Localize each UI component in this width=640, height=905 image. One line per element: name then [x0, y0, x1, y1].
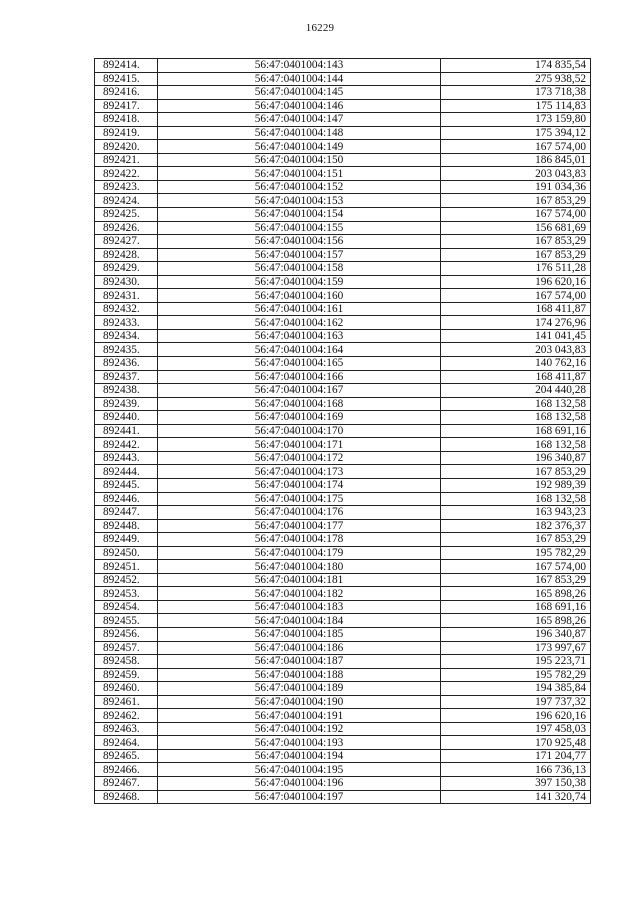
- cadastral-number-cell: 56:47:0401004:186: [158, 641, 441, 655]
- cadastral-number-cell: 56:47:0401004:177: [158, 519, 441, 533]
- table-row: [95, 478, 591, 492]
- table-row: [95, 384, 591, 398]
- table-row: [95, 736, 591, 750]
- table-row: [95, 533, 591, 547]
- cadastral-number-cell: 56:47:0401004:197: [158, 790, 441, 804]
- row-number-cell: 892468.: [95, 790, 158, 804]
- table-row: [95, 763, 591, 777]
- cadastral-value-cell: 167 574,00: [441, 289, 591, 303]
- cadastral-number-cell: 56:47:0401004:169: [158, 411, 441, 425]
- table-row: [95, 194, 591, 208]
- table-row: [95, 262, 591, 276]
- row-number-cell: 892464.: [95, 736, 158, 750]
- cadastral-value-cell: 197 737,32: [441, 695, 591, 709]
- row-number-cell: 892420.: [95, 140, 158, 154]
- table-row: [95, 180, 591, 194]
- cadastral-value-cell: 167 853,29: [441, 573, 591, 587]
- cadastral-number-cell: 56:47:0401004:182: [158, 587, 441, 601]
- cadastral-number-cell: 56:47:0401004:147: [158, 113, 441, 127]
- row-number-cell: 892415.: [95, 72, 158, 86]
- table-row: [95, 438, 591, 452]
- cadastral-number-cell: 56:47:0401004:194: [158, 749, 441, 763]
- row-number-cell: 892435.: [95, 343, 158, 357]
- cadastral-value-cell: 166 736,13: [441, 763, 591, 777]
- cadastral-value-cell: 196 620,16: [441, 275, 591, 289]
- table-row: [95, 790, 591, 804]
- cadastral-value-cell: 186 845,01: [441, 153, 591, 167]
- table-row: [95, 167, 591, 181]
- cadastral-value-cell: 196 340,87: [441, 451, 591, 465]
- cadastral-number-cell: 56:47:0401004:183: [158, 600, 441, 614]
- document-table-container: [94, 58, 591, 804]
- row-number-cell: 892460.: [95, 682, 158, 696]
- cadastral-number-cell: 56:47:0401004:195: [158, 763, 441, 777]
- cadastral-value-cell: 196 620,16: [441, 709, 591, 723]
- cadastral-number-cell: 56:47:0401004:148: [158, 126, 441, 140]
- row-number-cell: 892429.: [95, 262, 158, 276]
- cadastral-value-cell: 168 132,58: [441, 438, 591, 452]
- row-number-cell: 892456.: [95, 627, 158, 641]
- table-row: [95, 140, 591, 154]
- cadastral-value-table: [94, 58, 591, 804]
- row-number-cell: 892418.: [95, 113, 158, 127]
- table-row: [95, 357, 591, 371]
- cadastral-value-cell: 140 762,16: [441, 357, 591, 371]
- row-number-cell: 892454.: [95, 600, 158, 614]
- cadastral-value-cell: 165 898,26: [441, 614, 591, 628]
- table-row: [95, 289, 591, 303]
- row-number-cell: 892423.: [95, 180, 158, 194]
- row-number-cell: 892416.: [95, 86, 158, 100]
- cadastral-number-cell: 56:47:0401004:149: [158, 140, 441, 154]
- table-row: [95, 776, 591, 790]
- table-row: [95, 59, 591, 73]
- table-row: [95, 411, 591, 425]
- cadastral-value-cell: 175 394,12: [441, 126, 591, 140]
- cadastral-number-cell: 56:47:0401004:155: [158, 221, 441, 235]
- cadastral-value-cell: 167 574,00: [441, 208, 591, 222]
- cadastral-value-cell: 203 043,83: [441, 167, 591, 181]
- row-number-cell: 892425.: [95, 208, 158, 222]
- table-row: [95, 397, 591, 411]
- cadastral-value-cell: 168 132,58: [441, 411, 591, 425]
- row-number-cell: 892436.: [95, 357, 158, 371]
- table-body: [95, 59, 591, 804]
- cadastral-number-cell: 56:47:0401004:188: [158, 668, 441, 682]
- cadastral-number-cell: 56:47:0401004:172: [158, 451, 441, 465]
- cadastral-number-cell: 56:47:0401004:190: [158, 695, 441, 709]
- cadastral-value-cell: 141 320,74: [441, 790, 591, 804]
- cadastral-number-cell: 56:47:0401004:180: [158, 560, 441, 574]
- cadastral-number-cell: 56:47:0401004:173: [158, 465, 441, 479]
- cadastral-value-cell: 141 041,45: [441, 329, 591, 343]
- cadastral-number-cell: 56:47:0401004:144: [158, 72, 441, 86]
- table-row: [95, 695, 591, 709]
- cadastral-value-cell: 168 691,16: [441, 424, 591, 438]
- table-row: [95, 465, 591, 479]
- cadastral-number-cell: 56:47:0401004:174: [158, 478, 441, 492]
- row-number-cell: 892422.: [95, 167, 158, 181]
- cadastral-value-cell: 156 681,69: [441, 221, 591, 235]
- cadastral-number-cell: 56:47:0401004:181: [158, 573, 441, 587]
- row-number-cell: 892440.: [95, 411, 158, 425]
- cadastral-value-cell: 197 458,03: [441, 722, 591, 736]
- cadastral-value-cell: 204 440,28: [441, 384, 591, 398]
- table-row: [95, 126, 591, 140]
- cadastral-number-cell: 56:47:0401004:187: [158, 655, 441, 669]
- table-row: [95, 113, 591, 127]
- cadastral-value-cell: 167 853,29: [441, 248, 591, 262]
- row-number-cell: 892414.: [95, 59, 158, 73]
- row-number-cell: 892444.: [95, 465, 158, 479]
- row-number-cell: 892449.: [95, 533, 158, 547]
- row-number-cell: 892455.: [95, 614, 158, 628]
- row-number-cell: 892424.: [95, 194, 158, 208]
- cadastral-value-cell: 170 925,48: [441, 736, 591, 750]
- cadastral-number-cell: 56:47:0401004:167: [158, 384, 441, 398]
- cadastral-number-cell: 56:47:0401004:166: [158, 370, 441, 384]
- cadastral-number-cell: 56:47:0401004:175: [158, 492, 441, 506]
- cadastral-number-cell: 56:47:0401004:162: [158, 316, 441, 330]
- cadastral-value-cell: 168 132,58: [441, 397, 591, 411]
- row-number-cell: 892433.: [95, 316, 158, 330]
- row-number-cell: 892437.: [95, 370, 158, 384]
- row-number-cell: 892462.: [95, 709, 158, 723]
- cadastral-number-cell: 56:47:0401004:161: [158, 302, 441, 316]
- table-row: [95, 302, 591, 316]
- table-row: [95, 248, 591, 262]
- cadastral-number-cell: 56:47:0401004:163: [158, 329, 441, 343]
- table-row: [95, 208, 591, 222]
- cadastral-number-cell: 56:47:0401004:152: [158, 180, 441, 194]
- cadastral-value-cell: 171 204,77: [441, 749, 591, 763]
- row-number-cell: 892417.: [95, 99, 158, 113]
- row-number-cell: 892421.: [95, 153, 158, 167]
- row-number-cell: 892450.: [95, 546, 158, 560]
- cadastral-value-cell: 194 385,84: [441, 682, 591, 696]
- cadastral-value-cell: 168 411,87: [441, 370, 591, 384]
- row-number-cell: 892453.: [95, 587, 158, 601]
- cadastral-number-cell: 56:47:0401004:145: [158, 86, 441, 100]
- table-row: [95, 627, 591, 641]
- table-row: [95, 519, 591, 533]
- table-row: [95, 722, 591, 736]
- row-number-cell: 892438.: [95, 384, 158, 398]
- cadastral-value-cell: 173 997,67: [441, 641, 591, 655]
- cadastral-number-cell: 56:47:0401004:184: [158, 614, 441, 628]
- table-row: [95, 682, 591, 696]
- page-number: 16229: [305, 22, 335, 34]
- table-row: [95, 99, 591, 113]
- cadastral-value-cell: 195 223,71: [441, 655, 591, 669]
- row-number-cell: 892432.: [95, 302, 158, 316]
- row-number-cell: 892446.: [95, 492, 158, 506]
- cadastral-number-cell: 56:47:0401004:189: [158, 682, 441, 696]
- cadastral-value-cell: 397 150,38: [441, 776, 591, 790]
- row-number-cell: 892459.: [95, 668, 158, 682]
- row-number-cell: 892463.: [95, 722, 158, 736]
- cadastral-number-cell: 56:47:0401004:154: [158, 208, 441, 222]
- table-row: [95, 641, 591, 655]
- table-row: [95, 668, 591, 682]
- cadastral-number-cell: 56:47:0401004:165: [158, 357, 441, 371]
- row-number-cell: 892457.: [95, 641, 158, 655]
- cadastral-value-cell: 176 511,28: [441, 262, 591, 276]
- row-number-cell: 892458.: [95, 655, 158, 669]
- table-row: [95, 573, 591, 587]
- row-number-cell: 892439.: [95, 397, 158, 411]
- cadastral-value-cell: 173 718,38: [441, 86, 591, 100]
- cadastral-value-cell: 163 943,23: [441, 506, 591, 520]
- table-row: [95, 492, 591, 506]
- row-number-cell: 892442.: [95, 438, 158, 452]
- table-row: [95, 329, 591, 343]
- cadastral-number-cell: 56:47:0401004:153: [158, 194, 441, 208]
- cadastral-number-cell: 56:47:0401004:158: [158, 262, 441, 276]
- cadastral-number-cell: 56:47:0401004:176: [158, 506, 441, 520]
- table-row: [95, 546, 591, 560]
- table-row: [95, 153, 591, 167]
- cadastral-number-cell: 56:47:0401004:143: [158, 59, 441, 73]
- cadastral-value-cell: 167 574,00: [441, 560, 591, 574]
- cadastral-value-cell: 168 691,16: [441, 600, 591, 614]
- cadastral-number-cell: 56:47:0401004:192: [158, 722, 441, 736]
- cadastral-number-cell: 56:47:0401004:168: [158, 397, 441, 411]
- table-row: [95, 709, 591, 723]
- cadastral-value-cell: 167 853,29: [441, 235, 591, 249]
- cadastral-value-cell: 165 898,26: [441, 587, 591, 601]
- table-row: [95, 749, 591, 763]
- cadastral-number-cell: 56:47:0401004:159: [158, 275, 441, 289]
- cadastral-value-cell: 167 853,29: [441, 533, 591, 547]
- cadastral-value-cell: 167 853,29: [441, 465, 591, 479]
- row-number-cell: 892452.: [95, 573, 158, 587]
- table-row: [95, 614, 591, 628]
- cadastral-number-cell: 56:47:0401004:196: [158, 776, 441, 790]
- table-row: [95, 506, 591, 520]
- cadastral-value-cell: 174 276,96: [441, 316, 591, 330]
- row-number-cell: 892428.: [95, 248, 158, 262]
- table-row: [95, 72, 591, 86]
- row-number-cell: 892447.: [95, 506, 158, 520]
- cadastral-value-cell: 167 574,00: [441, 140, 591, 154]
- table-row: [95, 221, 591, 235]
- cadastral-number-cell: 56:47:0401004:170: [158, 424, 441, 438]
- cadastral-number-cell: 56:47:0401004:164: [158, 343, 441, 357]
- row-number-cell: 892430.: [95, 275, 158, 289]
- cadastral-number-cell: 56:47:0401004:179: [158, 546, 441, 560]
- table-row: [95, 235, 591, 249]
- cadastral-number-cell: 56:47:0401004:171: [158, 438, 441, 452]
- row-number-cell: 892434.: [95, 329, 158, 343]
- table-row: [95, 587, 591, 601]
- table-row: [95, 655, 591, 669]
- cadastral-value-cell: 182 376,37: [441, 519, 591, 533]
- row-number-cell: 892465.: [95, 749, 158, 763]
- table-row: [95, 316, 591, 330]
- cadastral-value-cell: 195 782,29: [441, 546, 591, 560]
- row-number-cell: 892419.: [95, 126, 158, 140]
- cadastral-value-cell: 168 411,87: [441, 302, 591, 316]
- table-row: [95, 86, 591, 100]
- cadastral-number-cell: 56:47:0401004:178: [158, 533, 441, 547]
- cadastral-value-cell: 191 034,36: [441, 180, 591, 194]
- cadastral-number-cell: 56:47:0401004:156: [158, 235, 441, 249]
- row-number-cell: 892445.: [95, 478, 158, 492]
- cadastral-value-cell: 167 853,29: [441, 194, 591, 208]
- cadastral-value-cell: 192 989,39: [441, 478, 591, 492]
- row-number-cell: 892467.: [95, 776, 158, 790]
- row-number-cell: 892431.: [95, 289, 158, 303]
- cadastral-value-cell: 168 132,58: [441, 492, 591, 506]
- row-number-cell: 892426.: [95, 221, 158, 235]
- row-number-cell: 892461.: [95, 695, 158, 709]
- cadastral-number-cell: 56:47:0401004:151: [158, 167, 441, 181]
- cadastral-value-cell: 196 340,87: [441, 627, 591, 641]
- table-row: [95, 451, 591, 465]
- row-number-cell: 892427.: [95, 235, 158, 249]
- cadastral-value-cell: 175 114,83: [441, 99, 591, 113]
- cadastral-number-cell: 56:47:0401004:193: [158, 736, 441, 750]
- cadastral-number-cell: 56:47:0401004:185: [158, 627, 441, 641]
- cadastral-value-cell: 173 159,80: [441, 113, 591, 127]
- cadastral-value-cell: 174 835,54: [441, 59, 591, 73]
- cadastral-number-cell: 56:47:0401004:191: [158, 709, 441, 723]
- cadastral-number-cell: 56:47:0401004:146: [158, 99, 441, 113]
- table-row: [95, 275, 591, 289]
- cadastral-number-cell: 56:47:0401004:160: [158, 289, 441, 303]
- table-row: [95, 600, 591, 614]
- table-row: [95, 343, 591, 357]
- cadastral-value-cell: 275 938,52: [441, 72, 591, 86]
- table-row: [95, 370, 591, 384]
- row-number-cell: 892451.: [95, 560, 158, 574]
- cadastral-value-cell: 203 043,83: [441, 343, 591, 357]
- table-row: [95, 424, 591, 438]
- row-number-cell: 892443.: [95, 451, 158, 465]
- row-number-cell: 892441.: [95, 424, 158, 438]
- row-number-cell: 892466.: [95, 763, 158, 777]
- cadastral-number-cell: 56:47:0401004:157: [158, 248, 441, 262]
- row-number-cell: 892448.: [95, 519, 158, 533]
- cadastral-number-cell: 56:47:0401004:150: [158, 153, 441, 167]
- table-row: [95, 560, 591, 574]
- cadastral-value-cell: 195 782,29: [441, 668, 591, 682]
